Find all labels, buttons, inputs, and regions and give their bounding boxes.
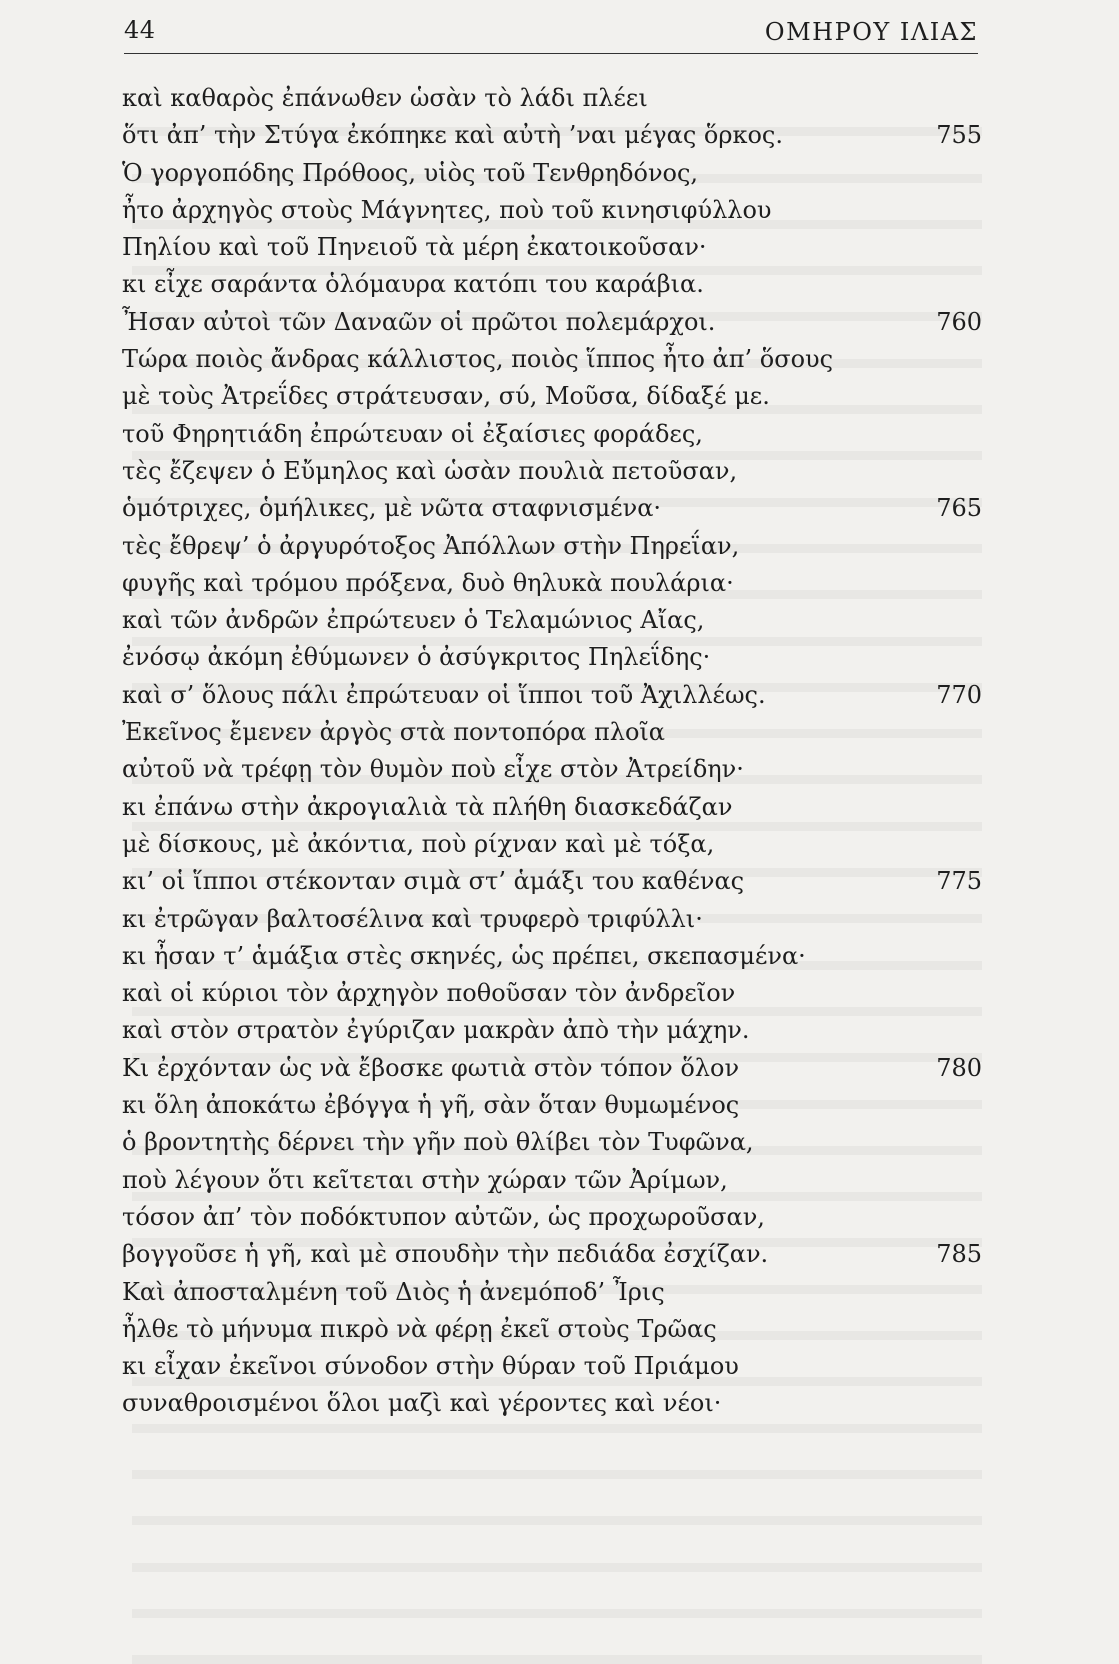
verse-text: κι εἶχε σαράντα ὁλόμαυρα κατόπι του καράβια. — [122, 270, 704, 299]
verse-line — [122, 528, 982, 565]
header-rule — [124, 53, 978, 54]
verse-text: Πηλίου καὶ τοῦ Πηνειοῦ τὰ μέρη ἐκατοικοῦσαν· — [122, 233, 707, 262]
verse-text: καὶ σ’ ὅλους πάλι ἐπρώτευαν οἱ ἵπποι τοῦ Ἀχιλλέως. — [122, 680, 766, 709]
verse-text: κι εἶχαν ἐκεῖνοι σύνοδον στὴν θύραν τοῦ Πριάμου — [122, 1352, 739, 1381]
verse-text: ἐνόσῳ ἀκόμη ἐθύμωνεν ὁ ἀσύγκριτος Πηλεΐδης· — [122, 643, 711, 672]
verse-line — [122, 677, 982, 714]
verse-text: μὲ τοὺς Ἀτρεΐδες στράτευσαν, σύ, Μοῦσα, δίδαξέ με. — [122, 382, 770, 411]
verse-text: Ἦσαν αὐτοὶ τῶν Δαναῶν οἱ πρῶτοι πολεμάρχοι. — [122, 307, 716, 336]
verse-line — [122, 155, 982, 192]
verse-text: ποὺ λέγουν ὅτι κεῖτεται στὴν χώραν τῶν Ἀρίμων, — [122, 1165, 728, 1194]
verse-line — [122, 80, 982, 117]
verse-text: τοῦ Φηρητιάδη ἐπρώτευαν οἱ ἐξαίσιες φοράδες, — [122, 419, 703, 448]
verse-text: καὶ στὸν στρατὸν ἐγύριζαν μακρὰν ἀπὸ τὴν μάχην. — [122, 1016, 750, 1045]
verse-line — [122, 751, 982, 788]
verse-line — [122, 639, 982, 676]
line-number: 775 — [936, 867, 982, 896]
line-number: 785 — [936, 1240, 982, 1269]
verse-text: βογγοῦσε ἡ γῆ, καὶ μὲ σπουδὴν τὴν πεδιάδα ἐσχίζαν. — [122, 1240, 769, 1269]
verse-text: τὲς ἔζεψεν ὁ Εὔμηλος καὶ ὡσὰν πουλιὰ πετοῦσαν, — [122, 456, 738, 485]
verse-text: καὶ οἱ κύριοι τὸν ἀρχηγὸν ποθοῦσαν τὸν ἀνδρεῖον — [122, 979, 736, 1008]
verse-text: φυγῆς καὶ τρόμου πρόξενα, δυὸ θηλυκὰ πουλάρια· — [122, 568, 734, 597]
verse-block — [122, 80, 982, 1423]
running-title: ΟΜΗΡΟΥ ΙΛΙΑΣ — [764, 18, 978, 46]
verse-line — [122, 1274, 982, 1311]
verse-line — [122, 304, 982, 341]
verse-text: τὲς ἔθρεψ’ ὁ ἀργυρότοξος Ἀπόλλων στὴν Πηρεΐαν, — [122, 531, 740, 560]
line-number: 780 — [936, 1053, 982, 1082]
verse-text: κι’ οἱ ἵπποι στέκονταν σιμὰ στ’ ἁμάξι του καθένας — [122, 867, 745, 896]
verse-text: ὁ βροντητὴς δέρνει τὴν γῆν ποὺ θλίβει τὸν Τυφῶνα, — [122, 1128, 754, 1157]
verse-text: Κι ἐρχόνταν ὡς νὰ ἔβοσκε φωτιὰ στὸν τόπον ὅλον — [122, 1053, 740, 1082]
line-number: 765 — [936, 494, 982, 523]
line-number: 770 — [936, 680, 982, 709]
verse-text: κι ἦσαν τ’ ἁμάξια στὲς σκηνές, ὡς πρέπει, σκεπασμένα· — [122, 941, 806, 970]
verse-text: Ὁ γοργοπόδης Πρόθοος, υἱὸς τοῦ Τενθρηδόνος, — [122, 158, 699, 187]
verse-line — [122, 863, 982, 900]
verse-line — [122, 117, 982, 154]
verse-text: ἦλθε τὸ μήνυμα πικρὸ νὰ φέρῃ ἐκεῖ στοὺς Τρῶας — [122, 1314, 717, 1343]
verse-line — [122, 714, 982, 751]
verse-line — [122, 378, 982, 415]
verse-line — [122, 1087, 982, 1124]
verse-line — [122, 938, 982, 975]
line-number: 760 — [936, 307, 982, 336]
verse-text: τόσον ἀπ’ τὸν ποδόκτυπον αὐτῶν, ὡς προχωροῦσαν, — [122, 1202, 765, 1231]
verse-text: μὲ δίσκους, μὲ ἀκόντια, ποὺ ρίχναν καὶ μὲ τόξα, — [122, 829, 715, 858]
verse-line — [122, 416, 982, 453]
verse-line — [122, 1236, 982, 1273]
verse-text: ἦτο ἀρχηγὸς στοὺς Μάγνητες, ποὺ τοῦ κινησιφύλλου — [122, 195, 772, 224]
verse-text: Τώρα ποιὸς ἄνδρας κάλλιστος, ποιὸς ἵππος ἦτο ἀπ’ ὅσους — [122, 345, 834, 374]
verse-line — [122, 1199, 982, 1236]
verse-line — [122, 565, 982, 602]
verse-line — [122, 901, 982, 938]
verse-text: καὶ τῶν ἀνδρῶν ἐπρώτευεν ὁ Τελαμώνιος Αἴας, — [122, 606, 705, 635]
verse-text: συναθροισμένοι ὅλοι μαζὶ καὶ γέροντες καὶ νέοι· — [122, 1389, 722, 1418]
verse-text: κι ὅλη ἀποκάτω ἐβόγγα ἡ γῆ, σὰν ὅταν θυμωμένος — [122, 1091, 740, 1120]
verse-text: κι ἐτρῶγαν βαλτοσέλινα καὶ τρυφερὸ τριφύλλι· — [122, 904, 703, 933]
verse-line — [122, 826, 982, 863]
verse-text: κι ἐπάνω στὴν ἀκρογιαλιὰ τὰ πλήθη διασκεδάζαν — [122, 792, 733, 821]
verse-line — [122, 1124, 982, 1161]
verse-text: Καὶ ἀποσταλμένη τοῦ Διὸς ἡ ἀνεμόποδ’ Ἶρις — [122, 1277, 665, 1306]
verse-line — [122, 1311, 982, 1348]
verse-line — [122, 490, 982, 527]
verse-text: αὐτοῦ νὰ τρέφῃ τὸν θυμὸν ποὺ εἶχε στὸν Ἀτρείδην· — [122, 755, 744, 784]
line-number: 755 — [936, 121, 982, 150]
verse-line — [122, 266, 982, 303]
verse-line — [122, 1385, 982, 1422]
verse-line — [122, 453, 982, 490]
verse-line — [122, 789, 982, 826]
verse-line — [122, 1348, 982, 1385]
verse-line — [122, 975, 982, 1012]
verse-text: Ἐκεῖνος ἔμενεν ἀργὸς στὰ ποντοπόρα πλοῖα — [122, 718, 666, 747]
verse-line — [122, 1162, 982, 1199]
verse-line — [122, 1012, 982, 1049]
verse-line — [122, 192, 982, 229]
verse-line — [122, 341, 982, 378]
verse-line — [122, 602, 982, 639]
verse-text: καὶ καθαρὸς ἐπάνωθεν ὡσὰν τὸ λάδι πλέει — [122, 84, 648, 112]
verse-text: ὅτι ἀπ’ τὴν Στύγα ἐκόπηκε καὶ αὐτὴ ’ναι μέγας ὅρκος. — [122, 121, 783, 150]
verse-text: ὁμότριχες, ὁμήλικες, μὲ νῶτα σταφνισμένα· — [122, 494, 662, 523]
verse-line — [122, 229, 982, 266]
verse-line — [122, 1050, 982, 1087]
page-number: 44 — [124, 16, 156, 44]
